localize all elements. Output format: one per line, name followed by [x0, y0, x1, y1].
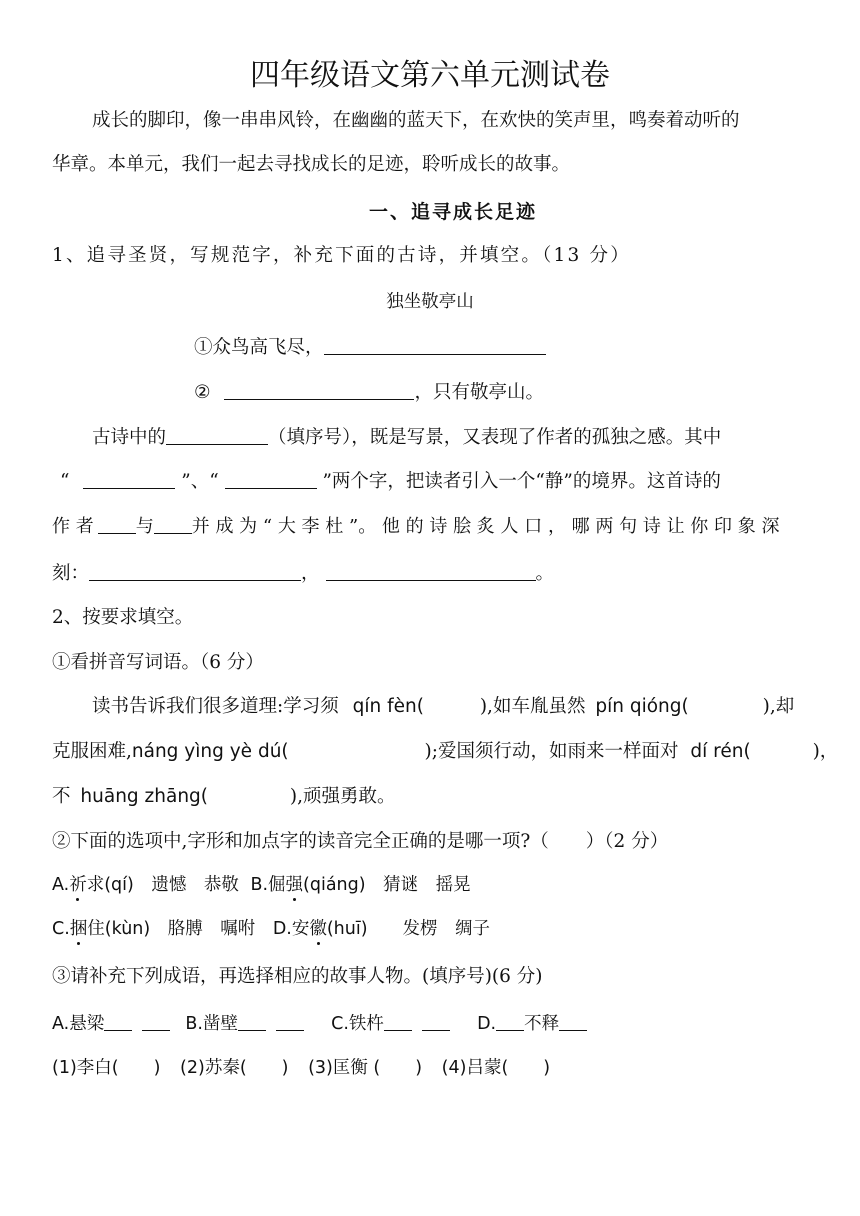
text: B.倔	[250, 875, 286, 895]
pinyin-2: pín qióng(	[595, 696, 689, 717]
text: 不释	[524, 1014, 560, 1034]
text: C.	[52, 919, 70, 939]
text: ),如车胤虽然	[479, 696, 586, 717]
option-c[interactable]	[52, 919, 255, 939]
poem-line-1-text: ①众鸟高飞尽，	[194, 337, 324, 358]
person-2[interactable]: (2)苏秦( )	[180, 1058, 289, 1078]
blank-word-2[interactable]	[225, 468, 317, 489]
q1-para-line-a	[92, 424, 721, 451]
idiom-c: C.铁杵	[331, 1014, 384, 1034]
q1-para-line-d	[52, 560, 554, 587]
q2-sub2-prompt: ②下面的选项中,字形和加点字的读音完全正确的是哪一项?（ ）（2 分）	[52, 831, 669, 852]
pinyin-1: qín fèn(	[352, 696, 424, 717]
poem-line-2-tail: ，只有敬亭山。	[414, 382, 544, 403]
pinyin-5: huāng zhāng(	[80, 786, 209, 807]
blank-verse-2[interactable]	[326, 560, 536, 581]
intro-line-2: 华章。本单元，我们一起去寻找成长的足迹，聆听成长的故事。	[52, 154, 571, 175]
text: 。	[535, 563, 555, 584]
text: (qiáng) 猜谜 摇晃	[303, 875, 471, 895]
blank-verse-1[interactable]	[89, 560, 301, 581]
text: 作 者	[52, 516, 94, 537]
q2-sub3-prompt: ③请补充下列成语，再选择相应的故事人物。(填序号)(6 分)	[52, 966, 543, 987]
q1-prompt: 1、追寻圣贤，写规范字，补充下面的古诗，并填空。（13 分）	[52, 245, 631, 266]
dotted-char: 捆	[69, 919, 88, 939]
idiom-b: B.凿壁	[185, 1014, 238, 1034]
q1-para-line-c	[52, 513, 779, 540]
poem-line-2-num: ②	[194, 382, 211, 403]
person-1[interactable]: (1)李白( )	[52, 1058, 161, 1078]
section-heading: 一、追寻成长足迹	[368, 201, 537, 223]
person-4[interactable]: (4)吕蒙( )	[441, 1058, 551, 1078]
text: (huī) 发楞 绸子	[326, 919, 491, 939]
pinyin-3: náng yìng yè dú(	[131, 741, 289, 762]
text: ”、“	[181, 471, 219, 492]
blank-poet[interactable]	[98, 513, 136, 534]
text: 与	[135, 516, 154, 537]
q2-sub1-line-2	[52, 739, 838, 765]
q2-sub2-options-cd	[52, 916, 490, 942]
text: )，	[812, 741, 839, 762]
poem-line-2	[194, 379, 544, 406]
text: ),顽强勇敢。	[289, 786, 396, 807]
q2-sub3-people	[52, 1055, 550, 1081]
blank-word-1[interactable]	[83, 468, 175, 489]
dotted-char: 徽	[309, 919, 327, 939]
text: ),却	[762, 696, 795, 717]
text: 克服困难,	[52, 741, 132, 762]
text: 读书告诉我们很多道理:学习须	[92, 696, 339, 717]
blank[interactable]	[104, 1010, 132, 1031]
idiom-a: A.悬梁	[52, 1014, 105, 1034]
q2-sub3-idioms	[52, 1010, 587, 1037]
blank-poet-2[interactable]	[154, 513, 192, 534]
text: 不	[52, 786, 71, 807]
person-3[interactable]: (3)匡衡 ( )	[308, 1058, 423, 1078]
poem-line-1	[194, 334, 546, 361]
blank[interactable]	[496, 1010, 524, 1031]
text: 古诗中的	[92, 427, 167, 448]
poem-title: 独坐敬亭山	[386, 292, 474, 312]
poem-line-1-blank[interactable]	[324, 334, 546, 355]
blank-poem-number[interactable]	[166, 424, 268, 445]
dotted-char: 祈	[69, 875, 87, 895]
text: ”两个字，把读者引入一个“静”的境界。这首诗的	[322, 471, 721, 492]
q2-sub1-line-1	[92, 694, 794, 720]
poem-line-2-blank[interactable]	[224, 379, 414, 400]
option-b[interactable]	[250, 875, 470, 895]
blank[interactable]	[422, 1010, 450, 1031]
text: 并 成 为 “ 大 李 杜 ”。 他 的 诗 脍 炙 人 口 ， 哪 两 句 诗 让 你 印 象 深	[191, 516, 780, 537]
text: “	[60, 471, 70, 492]
q1-para-line-b	[60, 468, 721, 495]
pinyin-4: dí rén(	[690, 741, 751, 762]
idiom-d: D.	[477, 1014, 497, 1034]
blank[interactable]	[142, 1010, 170, 1031]
text: 刻：	[52, 563, 90, 584]
q2-sub1-line-3	[52, 784, 396, 810]
page-title: 四年级语文第六单元测试卷	[250, 58, 610, 93]
dotted-char: 强	[285, 875, 304, 895]
blank[interactable]	[238, 1010, 266, 1031]
option-a[interactable]	[52, 875, 239, 895]
text: （填序号），既是写景，又表现了作者的孤独之感。其中	[268, 427, 722, 448]
intro-line-1: 成长的脚印，像一串串风铃，在幽幽的蓝天下，在欢快的笑声里，鸣奏着动听的	[92, 110, 740, 131]
q2-sub2-options-ab	[52, 872, 471, 898]
blank[interactable]	[559, 1010, 587, 1031]
option-d[interactable]	[273, 919, 490, 939]
text: A.	[52, 875, 70, 895]
text: );爱国须行动，如雨来一样面对	[424, 741, 679, 762]
blank[interactable]	[276, 1010, 304, 1031]
text: ，	[301, 563, 320, 584]
blank[interactable]	[384, 1010, 412, 1031]
text: 住(kùn) 胳膊 嘱咐	[87, 919, 256, 939]
q2-prompt: 2、按要求填空。	[52, 607, 194, 628]
q2-sub1-prompt: ①看拼音写词语。（6 分）	[52, 652, 264, 673]
text: 求(qí) 遗憾 恭敬	[86, 875, 239, 895]
text: D.安	[272, 919, 310, 939]
